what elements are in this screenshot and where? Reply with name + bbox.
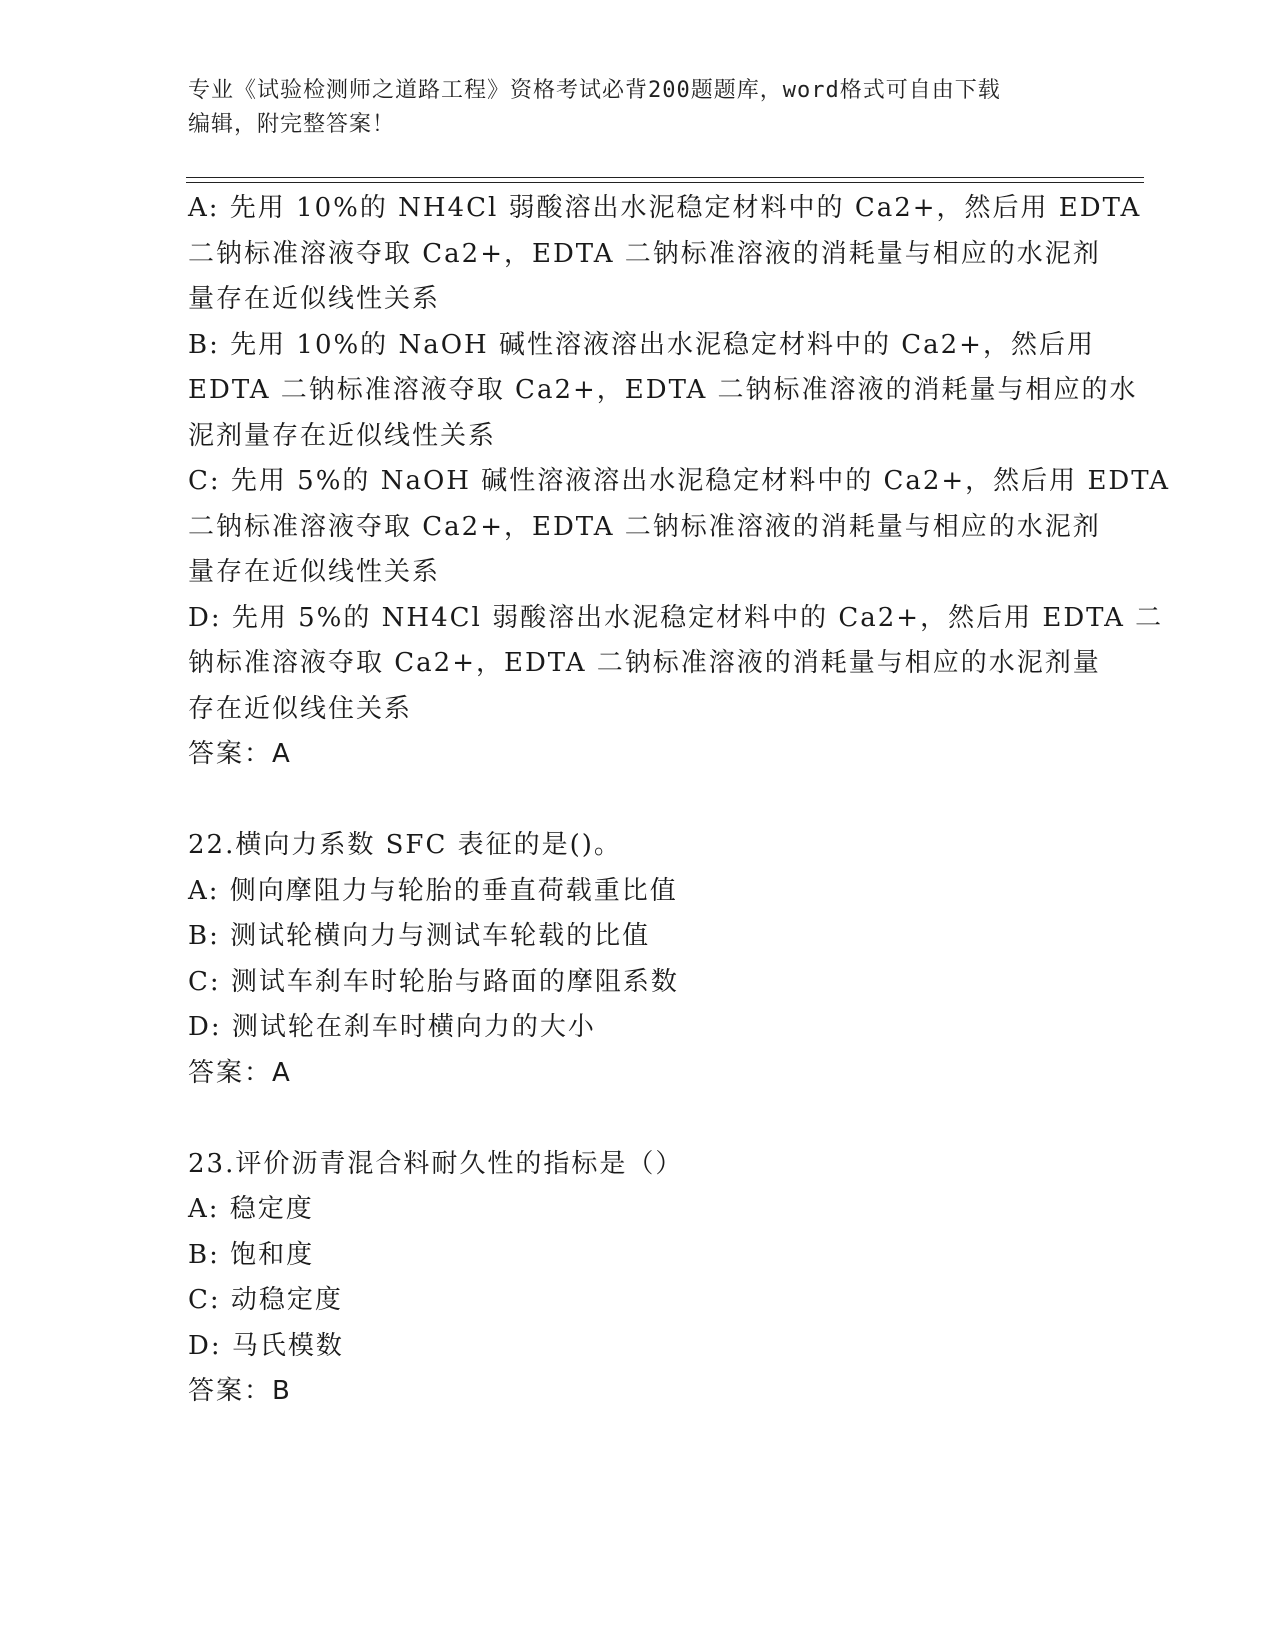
header-line-2: 编辑，附完整答案！	[188, 112, 396, 137]
question-stem: 22.横向力系数 SFC 表征的是()。	[188, 830, 622, 860]
option-b: B: 测试轮横向力与测试车轮载的比值	[188, 921, 651, 951]
option-line: 二钠标准溶液夺取 Ca2+，EDTA 二钠标准溶液的消耗量与相应的水泥剂	[188, 511, 1101, 542]
header-divider-top	[186, 177, 1144, 178]
question-answer: 答案：A	[188, 1057, 292, 1088]
option-line: 量存在近似线性关系	[188, 557, 441, 587]
prev-question-option-c	[188, 459, 1170, 596]
question-stem: 23.评价沥青混合料耐久性的指标是（）	[188, 1148, 684, 1179]
question-22	[188, 823, 1088, 1096]
option-line: 二钠标准溶液夺取 Ca2+，EDTA 二钠标准溶液的消耗量与相应的水泥剂	[188, 238, 1101, 269]
option-line: 泥剂量存在近似线性关系	[188, 420, 497, 451]
option-a: A: 稳定度	[188, 1194, 314, 1224]
option-line: C: 先用 5%的 NaOH 碱性溶液溶出水泥稳定材料中的 Ca2+，然后用 EDTA	[188, 466, 1170, 496]
prev-question-option-a	[188, 186, 1142, 323]
option-line: A: 先用 10%的 NH4Cl 弱酸溶出水泥稳定材料中的 Ca2+，然后用 EDTA	[188, 193, 1142, 223]
option-line: 量存在近似线性关系	[188, 284, 441, 314]
spacer	[188, 778, 1088, 824]
option-c: C: 动稳定度	[188, 1285, 343, 1315]
prev-question-option-d	[188, 596, 1164, 733]
option-line: EDTA 二钠标准溶液夺取 Ca2+，EDTA 二钠标准溶液的消耗量与相应的水	[188, 375, 1138, 405]
option-line: 钠标准溶液夺取 Ca2+，EDTA 二钠标准溶液的消耗量与相应的水泥剂量	[188, 648, 1101, 678]
option-c: C: 测试车刹车时轮胎与路面的摩阻系数	[188, 966, 679, 997]
option-a: A: 侧向摩阻力与轮胎的垂直荷载重比值	[188, 875, 678, 906]
header-line-1: 专业《试验检测师之道路工程》资格考试必背200题题库，word格式可自由下载	[188, 78, 1001, 103]
option-line: D: 先用 5%的 NH4Cl 弱酸溶出水泥稳定材料中的 Ca2+，然后用 EDTA 二	[188, 602, 1164, 633]
header-divider-bottom	[186, 182, 1144, 183]
question-content	[188, 186, 1170, 1415]
prev-question-option-b	[188, 323, 1138, 460]
document-header	[188, 74, 1068, 142]
option-line: B: 先用 10%的 NaOH 碱性溶液溶出水泥稳定材料中的 Ca2+，然后用	[188, 329, 1095, 360]
option-line: 存在近似线住关系	[188, 693, 413, 724]
question-answer: 答案：B	[188, 1376, 292, 1406]
option-d: D: 马氏模数	[188, 1330, 344, 1361]
prev-question-answer: 答案：A	[188, 739, 292, 769]
question-23	[188, 1142, 1088, 1415]
option-b: B: 饱和度	[188, 1239, 315, 1270]
spacer	[188, 1096, 1088, 1142]
option-d: D: 测试轮在刹车时横向力的大小	[188, 1012, 596, 1042]
